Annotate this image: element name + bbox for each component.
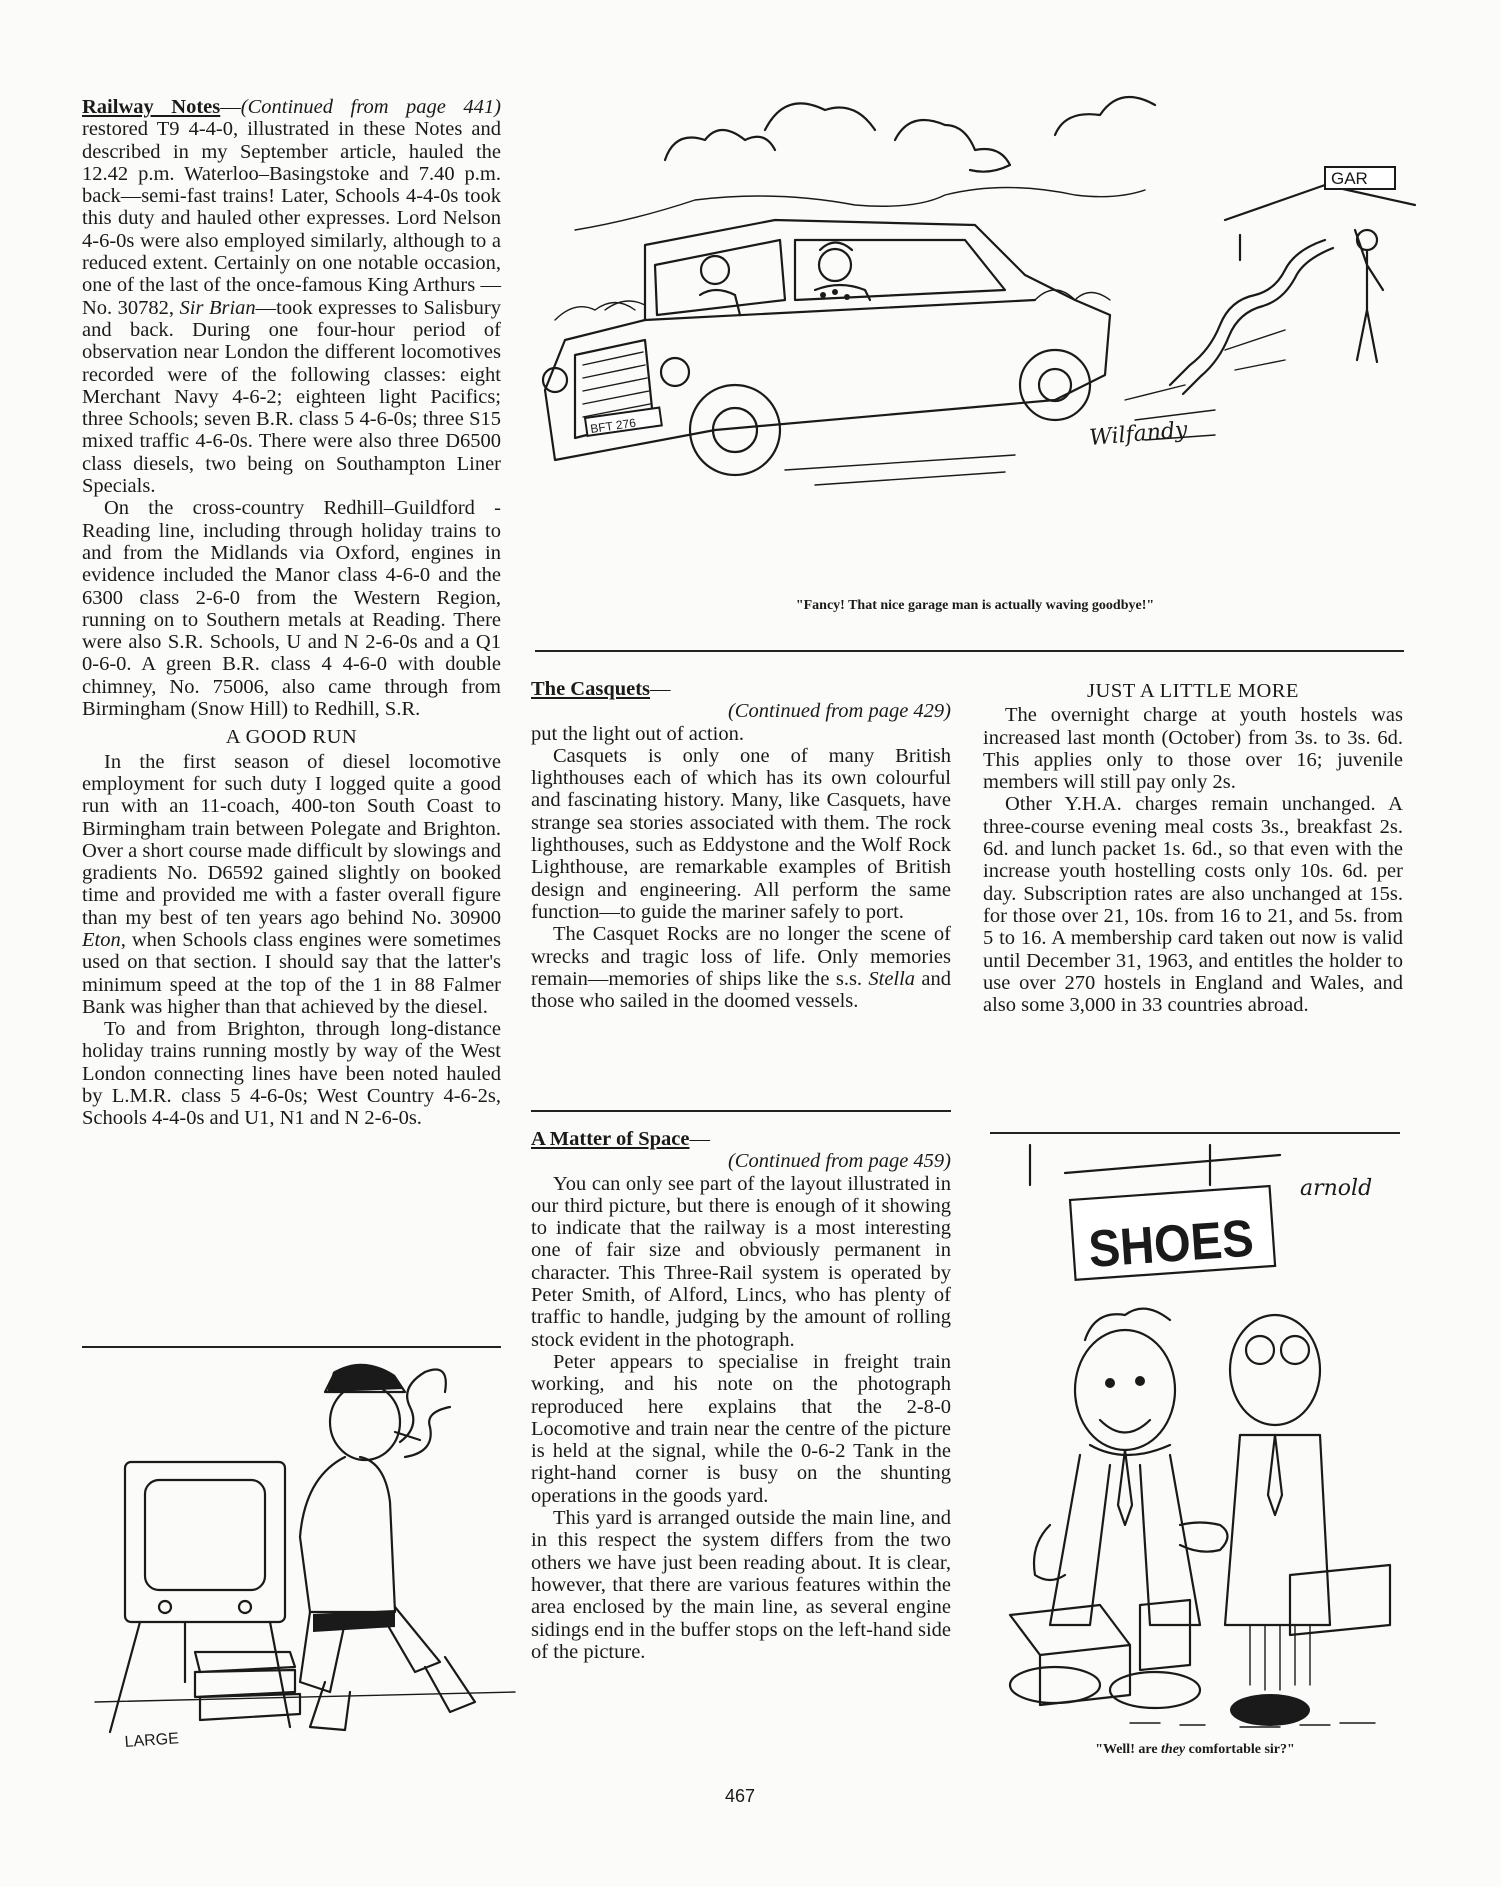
car-cartoon [535, 100, 1415, 570]
casquets-para-1: put the light out of action. [531, 722, 744, 745]
railway-notes-heading: Railway Notes [82, 96, 221, 118]
garage-sign-text: GAR [1331, 169, 1368, 188]
space-para-1: You can only see part of the layout illustrated in our third picture, but there is enough of it showing to indicate that the railway is a most interesting one of fair size and obviously permanent in character. This Three-Rail system is operated by Peter Smith, of Alford, Lincs, who has plenty of traffic to handle, judging by the amount of rolling stock evident in the photograph. [531, 1172, 951, 1351]
car-cartoon-caption: "Fancy! That nice garage man is actually waving goodbye!" [795, 598, 1155, 613]
hostel-para-2: Other Y.H.A. charges remain unchanged. A three-course evening meal costs 3s., breakfast 2s. 6d. and lunch packet 1s. 6d., so that even with the increase youth hostelling costs only 10s. 6d. per day. Subscription rates are also unchanged at 15s. for those over 21, 10s. from 16 to 21, and 5s. from 5 to 16. A membership card taken out now is valid until December 31, 1963, and entitles the holder to use over 270 hostels in England and Wales, and also some 3,000 in 33 countries abroad. [983, 793, 1403, 1017]
casquets-para-2: Casquets is only one of many British lighthouses each of which has its own colourful and fascinating history. Many, like Casquets, have strange sea stories associated with them. The rock lighthouses, such as Eddystone and the Wolf Rock Lighthouse, are remarkable examples of British design and engineering. All perform the same function—to guide the mariner safely to port. [531, 744, 951, 923]
divider-right [990, 1132, 1400, 1134]
left-column [82, 96, 501, 1130]
railway-notes-para-4: To and from Brighton, through long-distance holiday trains running mostly by way of the West London connecting lines have been noted hauled by L.M.R. class 5 4-6-0s; West Country 4-6-2s, Schools 4-4-0s and U1, N1 and N 2-6-0s. [82, 1018, 501, 1130]
middle-column-lower [531, 1128, 951, 1663]
just-a-little-more-heading: JUST A LITTLE MORE [1087, 680, 1299, 702]
right-column [983, 680, 1403, 1016]
license-plate: BFT 276 [589, 415, 637, 436]
casquets-continued-note: (Continued from page 429) [727, 700, 951, 723]
space-heading: A Matter of Space [531, 1128, 690, 1150]
continued-note: (Continued from page 441) [240, 96, 501, 118]
page-number: 467 [724, 1786, 756, 1806]
space-heading-line: A Matter of Space— [531, 1128, 710, 1150]
casquets-para-3: The Casquet Rocks are no longer the scene of wrecks and tragic loss of life. Only memories remain—memories of ships like the s.s. Stella and those who sailed in the doomed vessels. [531, 923, 951, 1013]
tv-cartoon [95, 1352, 505, 1762]
railway-notes-para-3: In the first season of diesel locomotive employment for such duty I logged quite a good run with an 11-coach, 400-ton South Coast to Birmingham train between Polegate and Brighton. Over a short course made difficult by slowings and gradients No. D6592 gained slightly on booked time and provided me with a faster overall figure than my best of ten years ago behind No. 30900 Eton, when Schools class engines were sometimes used on that section. I should say that the latter's minimum speed at the top of the 1 in 88 Falmer Bank was higher than that achieved by the diesel. [82, 750, 501, 1018]
shoes-cartoon [990, 1145, 1400, 1745]
space-continued-note: (Continued from page 459) [727, 1150, 951, 1173]
space-para-2: Peter appears to specialise in freight train working, and his note on the photograph reproduced here explains that the 2-8-0 Locomotive and train near the centre of the picture is held at the signal, while the 0-6-2 Tank in the right-hand corner is busy on the shunting operations in the goods yard. [531, 1350, 951, 1507]
casquets-heading: The Casquets [531, 678, 651, 700]
shoes-cartoon-caption: "Well! are they comfortable sir?" [1095, 1742, 1295, 1757]
casquets-heading-line: The Casquets— [531, 678, 671, 700]
middle-column [531, 678, 951, 1012]
divider-top-cartoon [535, 650, 1404, 652]
railway-notes-para-2: On the cross-country Redhill–Guildford -Reading line, including through holiday trains to and from the Midlands via Oxford, engines in evidence included the Manor class 4-6-0 and the 6300 class 2-6-0 from the Western Region, running on to Southern metals at Reading. There were also S.R. Schools, U and N 2-6-0s and a Q1 0-6-0. A green B.R. class 4 4-6-0 with double chimney, No. 75006, also came through from Birmingham (Snow Hill) to Redhill, S.R. [82, 497, 501, 721]
divider-left-bottom [82, 1346, 501, 1348]
shoes-cartoon-signature: arnold [1300, 1176, 1373, 1201]
car-cartoon-signature: Wilfandy [1088, 417, 1189, 451]
tv-cartoon-signature: LARGE [124, 1730, 180, 1751]
divider-middle [531, 1110, 951, 1112]
space-para-3: This yard is arranged outside the main line, and in this respect the system differs from the two others we have just been reading about. It is clear, however, that there are various features within the area enclosed by the main line, as several engine sidings end in the buffer stops on the left-hand side of the picture. [531, 1507, 951, 1663]
shoes-sign-text: SHOES [1086, 1208, 1273, 1279]
hostel-para-1: The overnight charge at youth hostels was increased last month (October) from 3s. to 3s. 6d. This applies only to those over 16; juvenile members will still pay only 2s. [983, 704, 1403, 794]
railway-notes-para-1: Railway Notes—(Continued from page 441) restored T9 4-4-0, illustrated in these Notes and described in my September article, hauled the 12.42 p.m. Waterloo–Basingstoke and 7.40 p.m. back—semi-fast trains! Later, Schools 4-4-0s took this duty and hauled other expresses. Lord Nelson 4-6-0s were also employed similarly, although to a reduced extent. Certainly on one notable occasion, one of the last of the once-famous King Arthurs —No. 30782, Sir Brian—took expresses to Salisbury and back. During one four-hour period of observation near London the different locomotives recorded were of the following classes: eight Merchant Navy 4-6-2; eighteen light Pacifics; three Schools; seven B.R. class 5 4-6-0s; three S15 mixed traffic 4-6-0s. There were also three D6500 class diesels, two being on Southampton Liner Specials. [82, 96, 501, 498]
subheading-good-run: A GOOD RUN [225, 726, 358, 749]
